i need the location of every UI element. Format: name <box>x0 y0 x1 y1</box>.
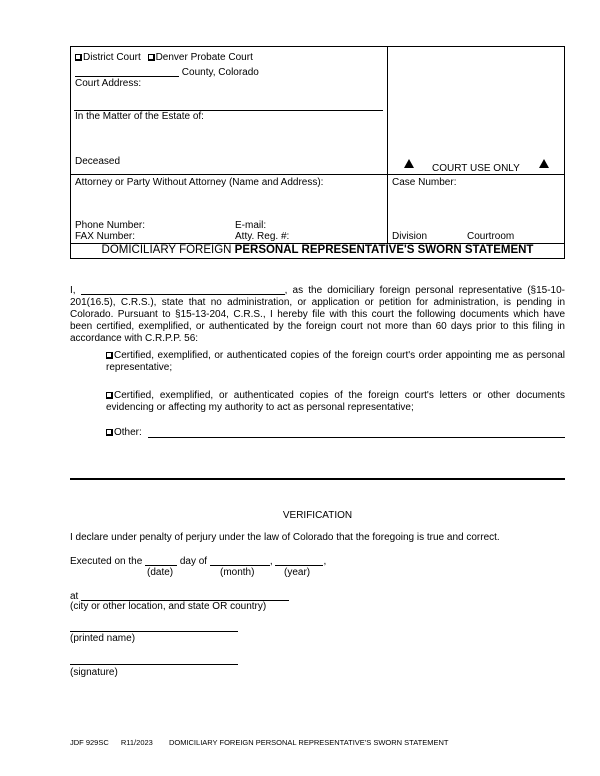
location-blank[interactable] <box>81 590 289 601</box>
representative-name-blank[interactable] <box>81 284 285 295</box>
denver-probate-label: Denver Probate Court <box>155 52 253 63</box>
printed-name-blank[interactable] <box>70 631 238 632</box>
form-title-bold: PERSONAL REPRESENTATIVE'S SWORN STATEMENT <box>234 244 534 256</box>
fax-label: FAX Number: <box>75 231 136 242</box>
option-2-checkbox[interactable] <box>106 392 113 399</box>
case-number-label: Case Number: <box>392 177 457 188</box>
court-options <box>75 52 253 64</box>
comma-separator: , <box>269 556 273 567</box>
at-label: at <box>70 591 79 602</box>
intro-paragraph <box>70 284 565 345</box>
printed-name-caption: (printed name) <box>70 633 136 644</box>
courtroom-label: Courtroom <box>467 231 515 242</box>
intro-prefix: I, <box>70 285 76 296</box>
option-2 <box>106 390 565 414</box>
date-blank[interactable] <box>145 555 177 566</box>
attorney-label: Attorney or Party Without Attorney (Name and Address): <box>75 177 324 188</box>
option-1-text: Certified, exemplified, or authenticated copies of the foreign court's order appointing me as personal representative; <box>106 350 565 373</box>
deceased-label: Deceased <box>75 156 121 167</box>
location-caption: (city or other location, and state OR country) <box>70 601 267 612</box>
email-label: E-mail: <box>235 220 267 231</box>
court-use-only: COURT USE ONLY <box>432 163 520 174</box>
month-blank[interactable] <box>210 555 270 566</box>
year-blank[interactable] <box>275 555 323 566</box>
county-suffix: County, Colorado <box>181 67 259 78</box>
day-of-label: day of <box>179 556 208 567</box>
footer-form-title: DOMICILIARY FOREIGN PERSONAL REPRESENTATIVE'S SWORN STATEMENT <box>168 738 449 747</box>
footer <box>70 738 448 747</box>
comma-separator-2: , <box>323 556 327 567</box>
year-caption: (year) <box>284 567 311 578</box>
footer-form-number: JDF 929SC <box>70 738 109 747</box>
form-title-normal: DOMICILIARY FOREIGN <box>101 244 235 256</box>
other-blank[interactable] <box>148 437 565 438</box>
county-blank[interactable] <box>75 66 179 77</box>
option-3-label: Other: <box>114 427 142 438</box>
executed-on-label: Executed on the <box>70 556 143 567</box>
verification-declaration: I declare under penalty of perjury under the law of Colorado that the foregoing is true and correct. <box>70 532 500 543</box>
caption-divider-vertical <box>387 46 388 243</box>
district-court-label: District Court <box>83 52 141 63</box>
footer-revision: R11/2023 <box>120 738 153 747</box>
estate-label: In the Matter of the Estate of: <box>75 111 204 122</box>
signature-blank[interactable] <box>70 664 238 665</box>
form-title <box>70 243 565 258</box>
signature-caption: (signature) <box>70 667 118 678</box>
option-1 <box>106 350 565 374</box>
option-2-text: Certified, exemplified, or authenticated copies of the foreign court's letters or other documents evidencing or affecting my authority to act as personal representative; <box>106 390 565 413</box>
verification-heading: VERIFICATION <box>282 510 353 521</box>
arrow-up-left-icon <box>404 159 414 168</box>
division-label: Division <box>392 231 428 242</box>
phone-label: Phone Number: <box>75 220 146 231</box>
denver-probate-checkbox[interactable] <box>148 54 155 61</box>
district-court-checkbox[interactable] <box>75 54 82 61</box>
date-caption: (date) <box>147 567 174 578</box>
option-3 <box>106 427 142 439</box>
atty-reg-label: Atty. Reg. #: <box>235 231 290 242</box>
section-separator <box>70 478 565 480</box>
month-caption: (month) <box>220 567 255 578</box>
court-address-label: Court Address: <box>75 78 142 89</box>
arrow-up-right-icon <box>539 159 549 168</box>
option-3-checkbox[interactable] <box>106 429 113 436</box>
option-1-checkbox[interactable] <box>106 352 113 359</box>
intro-text: , as the domiciliary foreign personal representative (§15-10-201(16.5), C.R.S.), state that no administration, or application or petition for administration, is pending in Colorado. Pursuant to §15-13-204, C.R.S., I hereby file with this court the following documents which have been certified, exemplified, or authenticated by the foreign court not more than 60 days prior to this filing in accordance with C.R.P.P. 56: <box>70 285 565 344</box>
